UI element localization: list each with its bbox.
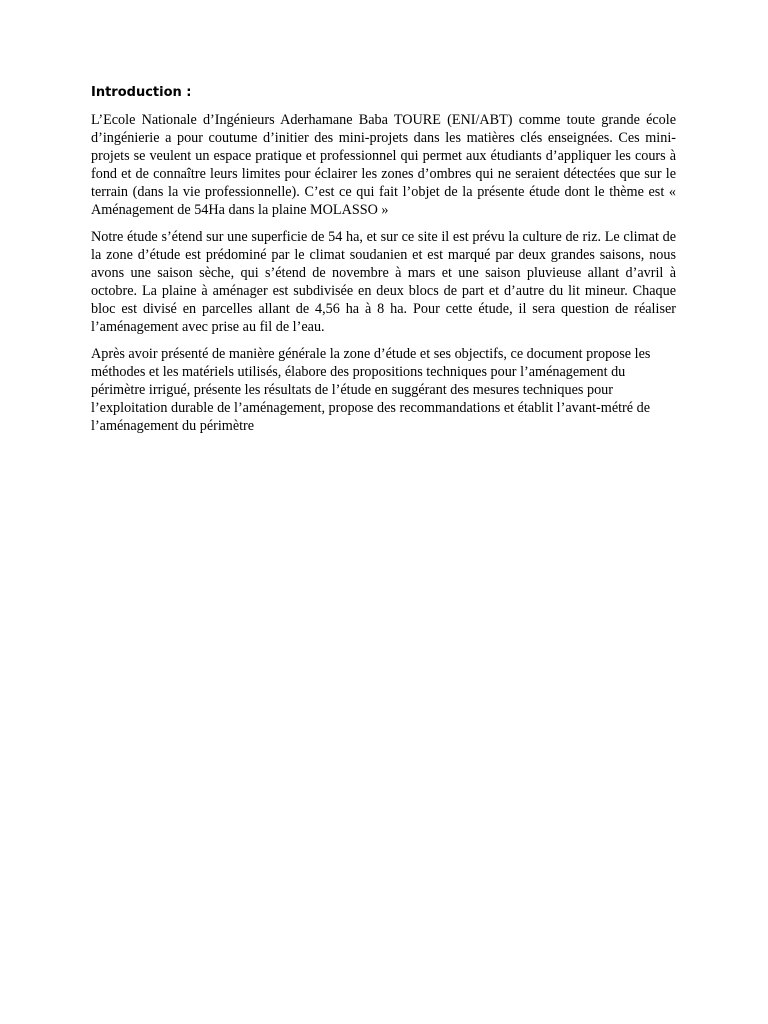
section-heading: Introduction :: [91, 85, 192, 100]
paragraph-1: L’Ecole Nationale d’Ingénieurs Aderhamane Baba TOURE (ENI/ABT) comme toute grande école d’ingénierie a pour coutume d’initier des mini-projets dans les matières clés enseignées. Ces mini-projets se veulent un espace pratique et professionnel qui permet aux étudiants d’appliquer les cours à fond et de connaître leurs limites pour éclairer les zones d’ombres qui ne seraient détectées que sur le terrain (dans la vie professionnelle). C’est ce qui fait l’objet de la présente étude dont le thème est « Aménagement de 54Ha dans la plaine MOLASSO »: [91, 112, 676, 218]
paragraph-2: Notre étude s’étend sur une superficie de 54 ha, et sur ce site il est prévu la culture de riz. Le climat de la zone d’étude est prédominé par le climat soudanien et est marqué par deux grandes saisons, nous avons une saison sèche, qui s’étend de novembre à mars et une saison pluvieuse allant d’avril à octobre. La plaine à aménager est subdivisée en deux blocs de part et d’autre du lit mineur. Chaque bloc est divisé en parcelles allant de 4,56 ha à 8 ha. Pour cette étude, il sera question de réaliser l’aménagement avec prise au fil de l’eau.: [91, 229, 676, 335]
document-page: [91, 84, 676, 444]
paragraph-3: Après avoir présenté de manière générale la zone d’étude et ses objectifs, ce document propose les méthodes et les matériels utilisés, élabore des propositions techniques pour l’aménagement du périmètre irrigué, présente les résultats de l’étude en suggérant des mesures techniques pour l’exploitation durable de l’aménagement, propose des recommandations et établit l’avant-métré de l’aménagement du périmètre: [91, 346, 651, 434]
